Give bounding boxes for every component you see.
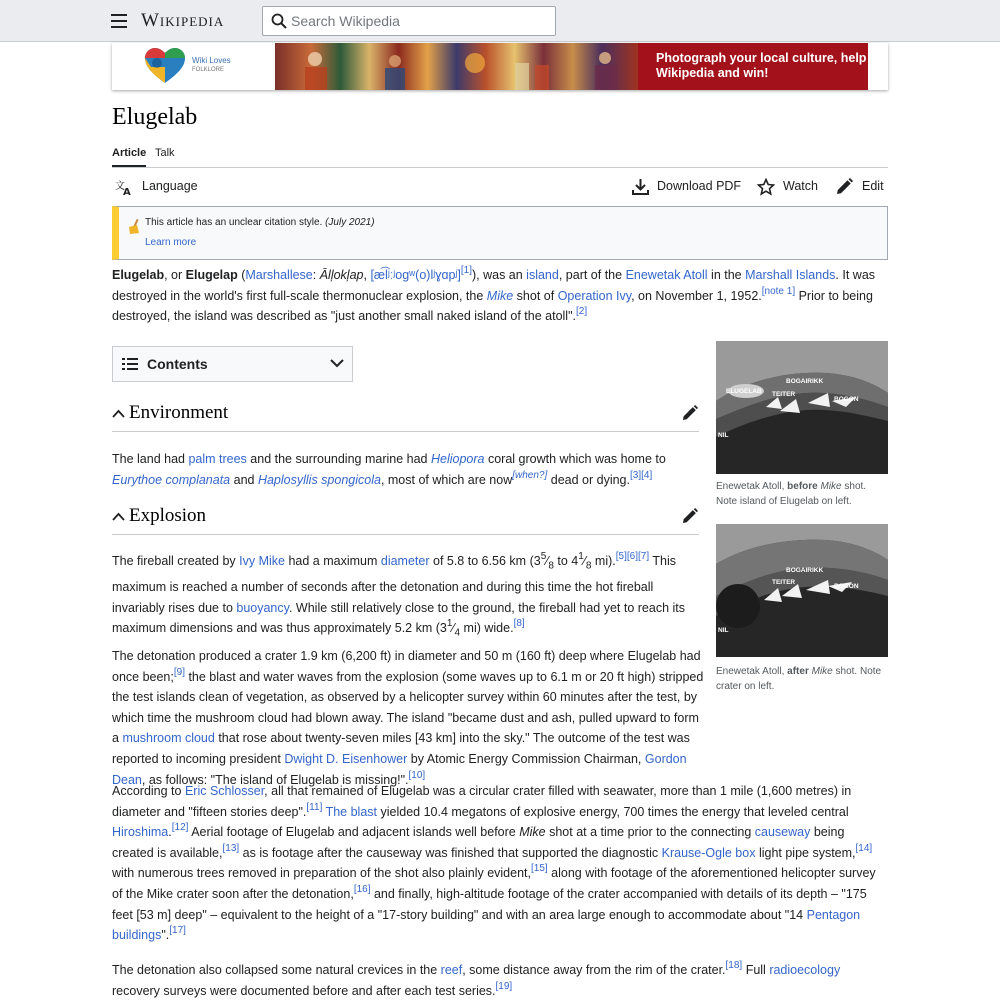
text: The land had: [112, 452, 189, 466]
text: . It was destroyed in the world's first full-scale thermonuclear explosion, the: [112, 268, 876, 303]
link-palm-trees[interactable]: palm trees: [188, 452, 247, 466]
ref-2[interactable]: [2]: [576, 306, 588, 318]
text: Full: [742, 963, 770, 977]
tab-talk[interactable]: Talk: [155, 147, 175, 159]
text: Enewetak Atoll,: [716, 481, 788, 492]
text: to 4: [553, 554, 579, 568]
chevron-up-icon[interactable]: [112, 512, 125, 522]
link-mike[interactable]: Mike: [486, 288, 514, 303]
explosion-paragraph-1: The fireball created by Ivy Mike had a maximum diameter of 5.8 to 6.56 km ($3^5⁄_8$ to $4^1⁄_8$ mi).[5][6][7] This maximum is reached a number of seconds after the detonation and during this time the hot fireball invariably rises due to buoyancy. While still relatively close to the ground, the fireball had yet to reach its maximum dimensions and was thus approximately 5.2 km ($3^1⁄_4$ mi) wide.[8]: [112, 551, 685, 639]
environment-paragraph: [112, 449, 699, 490]
text: Aerial footage of Elugelab and adjacent islands well before: [188, 825, 520, 840]
ref-15[interactable]: [15]: [530, 863, 548, 875]
text: shot. Note crater on left.: [716, 666, 882, 692]
aerial-photo-after: [716, 524, 888, 657]
ref-12[interactable]: [12]: [171, 822, 189, 834]
notice-text-line: [145, 217, 375, 228]
link-heliopora[interactable]: Heliopora: [430, 452, 485, 466]
watch-label: Watch: [783, 179, 818, 193]
link-operation-ivy[interactable]: Operation Ivy: [557, 288, 632, 303]
link-hiroshima[interactable]: Hiroshima: [112, 825, 169, 840]
edit-button[interactable]: [836, 177, 886, 197]
close-icon[interactable]: ×: [868, 47, 883, 62]
banner-photo-figures: [275, 43, 638, 90]
search-icon: [271, 13, 287, 29]
text: According to: [112, 784, 185, 798]
text: , all that remained of Elugelab was a circular crater filled with seawater, more than 1 mile (1,600 metres) in diameter and "fifteen stories deep".: [112, 784, 852, 819]
link-enewetak-atoll[interactable]: Enewetak Atoll: [625, 268, 708, 282]
explosion-heading: Explosion: [129, 505, 207, 526]
when-tag[interactable]: [when?]: [512, 469, 548, 481]
native-name: Ālļokļap: [319, 268, 364, 282]
fraction-denominator: 8: [585, 560, 592, 572]
label-bogairikk: BOGAIRIKK: [786, 378, 824, 385]
text: .: [168, 825, 172, 840]
contents-label: Contents: [147, 356, 208, 372]
fraction-numerator: 5: [540, 551, 547, 562]
text: The fireball created by: [112, 554, 240, 568]
ref-11[interactable]: [11]: [306, 801, 323, 813]
link-eisenhower[interactable]: Dwight D. Eisenhower: [284, 751, 408, 766]
download-icon: [632, 178, 649, 195]
download-pdf-button[interactable]: [632, 177, 742, 197]
text: recovery surveys were documented before and after each test series.: [112, 983, 496, 998]
ref-13[interactable]: [13]: [222, 842, 240, 854]
text: the blast and water waves from the explosion (some waves up to 6.1 m or 20 ft high) stripped the test islands clean of vegetation, as observed by a helicopter survey within 60 minutes after the test, by which time the mushroom cloud had blown away. The island "became dust and ash, pulled upward to form a: [112, 669, 704, 746]
figure-caption-before: [716, 479, 888, 509]
citation-notice: [112, 206, 888, 260]
text: Prior to being destroyed, the island was described as "just another small naked island of the atoll".: [112, 288, 873, 324]
ref-16[interactable]: [16]: [353, 883, 371, 895]
text: being created is available,: [112, 825, 845, 860]
search-box[interactable]: [262, 6, 556, 36]
search-input[interactable]: [289, 11, 549, 31]
ref-10[interactable]: [10]: [408, 769, 426, 781]
figure-image-before[interactable]: [716, 341, 888, 474]
link-eric-schlosser[interactable]: Eric Schlosser: [184, 784, 265, 798]
text: and finally, high-altitude footage of the crater accompanied with details of its depth – "175 feet [53 m] deep" – equivalent to the height of a "17-story building" and with an area large enough to accommodate about "14: [112, 886, 867, 922]
wikipedia-wordmark[interactable]: Wikipedia: [141, 10, 225, 31]
aerial-photo-before: [716, 341, 888, 474]
link-reef[interactable]: reef: [440, 963, 463, 977]
fraction-denominator: 4: [454, 627, 461, 639]
text: , part of the: [558, 268, 626, 282]
text: by Atomic Energy Commission Chairman,: [407, 751, 645, 766]
contents-toggle[interactable]: [112, 346, 353, 382]
link-mushroom-cloud[interactable]: mushroom cloud: [122, 731, 215, 746]
link-diameter[interactable]: diameter: [380, 554, 430, 568]
broom-icon: [127, 219, 141, 235]
text: ,: [363, 268, 371, 282]
section-heading-environment: [112, 402, 699, 432]
text: before: [787, 481, 818, 492]
notice-learn-more-link[interactable]: Learn more: [145, 237, 197, 248]
watch-button[interactable]: [757, 177, 822, 197]
text: , or: [164, 268, 186, 282]
edit-label: Edit: [862, 179, 884, 193]
text: :: [312, 268, 320, 282]
svg-text:A: A: [123, 187, 131, 196]
text: , most of which are now: [380, 472, 513, 487]
label-teiter: TEITER: [772, 579, 796, 586]
chevron-down-icon: [330, 358, 344, 368]
text: that rose about twenty-seven miles [43 km] into the sky." The outcome of the test was reported to incoming president: [112, 731, 690, 766]
text: mi).: [591, 554, 616, 568]
text: , as follows: "The island of Elugelab is missing!".: [141, 772, 409, 787]
text: ".: [161, 928, 170, 943]
text: ), was an: [471, 268, 527, 282]
pencil-icon[interactable]: [682, 405, 698, 421]
fraction-numerator: 1: [446, 618, 453, 630]
banner-logo-line1: Wiki Loves: [192, 56, 231, 65]
link-marshall-islands[interactable]: Marshall Islands: [745, 268, 836, 282]
ref-9[interactable]: [9]: [173, 666, 185, 678]
explosion-paragraph-4: [112, 960, 888, 1001]
ref-18[interactable]: [18]: [725, 960, 743, 971]
text: This maximum is reached a number of seconds after the detonation and during this time the hot fireball invariably rises due to: [112, 554, 676, 615]
fraction-denominator: 8: [548, 560, 554, 572]
link-ipa[interactable]: [æ͡lʲːʲogʷ(o)lʲɣɑpʲ]: [370, 268, 461, 282]
ref-1[interactable]: [1]: [460, 265, 472, 276]
text-mike: Mike: [519, 825, 546, 840]
text: dead or dying.: [547, 472, 630, 487]
tab-article[interactable]: Article: [112, 147, 146, 167]
text: Mike: [820, 481, 842, 492]
text: light pipe system,: [755, 845, 856, 860]
text: of 5.8 to 6.56 km (3: [429, 554, 541, 568]
link-pentagon-buildings[interactable]: Pentagon buildings: [112, 907, 861, 943]
refs-3-4[interactable]: [3][4]: [629, 469, 653, 481]
tabs-divider: [112, 167, 888, 168]
language-label: Language: [142, 179, 198, 193]
list-icon: [122, 357, 138, 371]
link-island[interactable]: island: [526, 268, 559, 282]
term-elugelap: Elugelap: [185, 268, 238, 282]
label-nil: NIL: [718, 432, 729, 439]
link-marshallese[interactable]: Marshallese: [245, 268, 313, 282]
label-bogon: BOGON: [834, 583, 859, 590]
note-1[interactable]: [note 1]: [761, 285, 796, 297]
ref-17[interactable]: [17]: [169, 925, 186, 937]
text: . While still relatively close to the ground, the fireball had yet to reach its maximum dimensions and was thus approximately 5.2 km (3: [112, 600, 685, 636]
banner-logo-line2: FOLKLORE: [192, 67, 225, 73]
term-elugelab: Elugelab: [112, 268, 165, 282]
text: yielded 10.4 megatons of explosive energy, 700 times the energy that leveled central: [377, 804, 849, 819]
link-radioecology[interactable]: radioecology: [769, 963, 841, 977]
text: coral growth which was home to: [484, 452, 666, 466]
banner-photo-strip: [275, 43, 638, 90]
star-icon: [757, 178, 775, 196]
download-pdf-label: Download PDF: [657, 179, 742, 193]
text: with numerous trees removed in preparation of the shot also plainly evident,: [112, 866, 531, 881]
link-krause-ogle-box[interactable]: Krause-Ogle box: [661, 845, 756, 860]
site-header: [0, 0, 1000, 42]
fraction-numerator: 1: [578, 551, 584, 562]
ref-8[interactable]: [8]: [513, 618, 525, 630]
text: had a maximum: [285, 554, 381, 568]
link-causeway[interactable]: causeway: [754, 825, 811, 840]
text: The detonation also collapsed some natural crevices in the: [112, 963, 441, 977]
text: shot at a time prior to the connecting: [545, 825, 755, 840]
menu-icon[interactable]: [111, 14, 127, 28]
language-button[interactable]: [115, 177, 205, 197]
banner-logo: [112, 43, 275, 90]
fundraising-banner[interactable]: [112, 43, 888, 90]
text: and: [230, 472, 258, 487]
label-nil: NIL: [718, 627, 729, 634]
page-title: Elugelab: [112, 104, 198, 130]
text: shot. Note island of Elugelab on left.: [716, 481, 867, 507]
language-icon: [115, 178, 133, 196]
text: mi) wide.: [460, 621, 514, 636]
pencil-icon: [836, 178, 853, 195]
notice-date: (July 2021): [325, 217, 375, 228]
text: (: [237, 268, 246, 282]
text: shot of: [513, 288, 558, 303]
text: Mike: [811, 666, 833, 677]
pencil-icon[interactable]: [682, 508, 698, 524]
link-buoyancy[interactable]: buoyancy: [236, 600, 289, 615]
banner-cta-text[interactable]: Photograph your local culture, help Wikipedia and win!: [638, 43, 868, 90]
svg-text:文: 文: [115, 181, 125, 192]
environment-heading: Environment: [129, 402, 229, 423]
link-the-blast[interactable]: The blast: [322, 804, 378, 819]
text: as is footage after the causeway was finished that supported the diagnostic: [239, 845, 662, 860]
figure-image-after[interactable]: [716, 524, 888, 657]
label-teiter: TEITER: [772, 391, 796, 398]
text: The detonation produced a crater 1.9 km (6,200 ft) in diameter and 50 m (160 ft) deep where Elugelab had once been;: [112, 649, 701, 684]
notice-text: This article has an unclear citation style.: [145, 217, 323, 228]
refs-5-7[interactable]: [5][6][7]: [615, 551, 650, 562]
chevron-up-icon[interactable]: [112, 409, 125, 419]
intro-paragraph: [112, 265, 888, 327]
link-eurythoe[interactable]: Eurythoe complanata: [112, 472, 231, 487]
text: in the: [707, 268, 746, 282]
puzzle-globe-icon: [143, 47, 187, 85]
ref-19[interactable]: [19]: [495, 980, 513, 992]
text: along with footage of the aforementioned helicopter survey of the Mike crater soon after the detonation,: [112, 866, 876, 901]
banner-logo-text: [192, 57, 231, 74]
text: Enewetak Atoll,: [716, 666, 788, 677]
label-bogairikk: BOGAIRIKK: [786, 567, 824, 574]
text: , some distance away from the rim of the crater.: [462, 963, 726, 977]
figure-caption-after: [716, 664, 888, 694]
explosion-paragraph-2: [112, 646, 707, 790]
text: after: [787, 666, 809, 677]
text: , on November 1, 1952.: [631, 288, 762, 303]
ref-14[interactable]: [14]: [855, 842, 873, 854]
link-ivy-mike[interactable]: Ivy Mike: [239, 554, 285, 568]
label-bogon: BOGON: [834, 396, 859, 403]
link-haplosyllis[interactable]: Haplosyllis spongicola: [257, 472, 381, 487]
section-heading-explosion: [112, 505, 699, 535]
link-gordon-dean[interactable]: Gordon Dean: [112, 751, 687, 787]
text: and the surrounding marine had: [246, 452, 431, 466]
label-elugelab: ELUGELAB: [726, 388, 762, 395]
explosion-paragraph-3: [112, 781, 888, 946]
